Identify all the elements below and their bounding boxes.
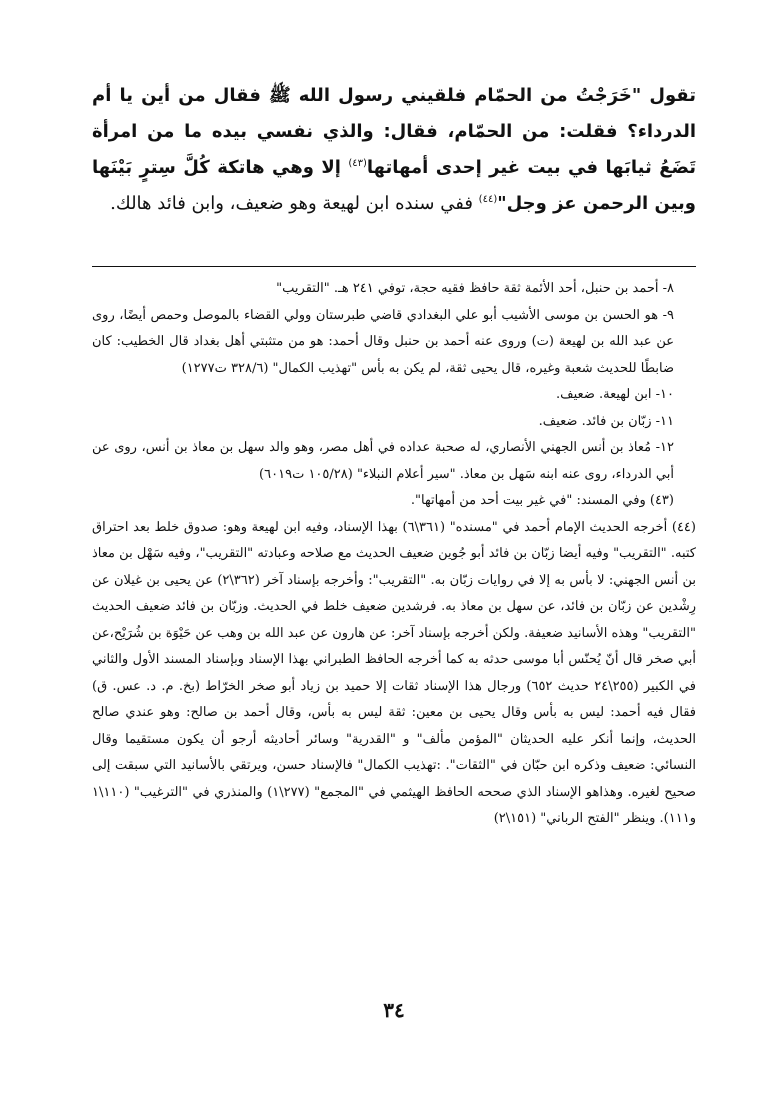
main-text-part1: تقول "خَرَجْتُ من الحمّام فلقيني رسول الله ﷺ فقال من أين يا أم الدرداء؟ فقلت: من الحمّام، فقال: والذي نفسي بيده ما من امرأة تَضَعُ ثيابَها في بيت غير إحدى أمهاتها: [92, 85, 696, 178]
footnote-ref-44: (٤٤): [478, 194, 498, 205]
main-text-part3: ففي سنده ابن لهيعة وهو ضعيف، وابن فائد هالك.: [110, 193, 479, 214]
footnote-ref-43: (٤٣): [348, 158, 367, 169]
page-number: ٣٤: [383, 998, 405, 1022]
document-page: [92, 78, 696, 1078]
footnote-44: (٤٤) أخرجه الحديث الإمام أحمد في "مسنده" (٣٦١\٦) بهذا الإسناد، وفيه ابن لهيعة وهو: صدوق خلط بعد احتراق كتبه. "التقريب" وفيه أيضا زبّان بن فائد أبو جُوين ضعيف الحديث مع صلاحه وعبادته "التقريب"، وفيه سَهْل بن معاذ بن أنس الجهني: لا بأس به إلا في روايات زبّان به. "التقريب": وأخرجه بإسناد آخر (٣٦٢\٢) عن يحيى بن غيلان عن رِشْدين عن زبّان بن فائد، عن سهل بن معاذ به. فرشدين ضعيف خلط في الحديث. وزبّان بن فائد ضعيف الحديث "التقريب" وهذه الأسانيد ضعيفة. ولكن أخرجه بإسناد آخر: عن هارون عن عبد الله بن وهب عن حَيْوَة بن شُرَيْح،عن أبي صخر قال أنّ يُحنّس أبا موسى حدثه به كما أخرجه الحافظ الطبراني بهذا الإسناد وبإسناد المسند الأول والثاني في الكبير (٢٥٥\٢٤ حديث ٦٥٢) ورجال هذا الإسناد ثقات إلا حميد بن زياد أبو صخر الخرّاط (بخ. م. د. عس. ق) فقال فيه أحمد: ليس به بأس وقال يحيى بن معين: ثقة ليس به بأس، وقال أحمد بن صالح: وهو عندي صالح الحديث، وإنما أنكر عليه الحديثان "المؤمن مألف" و "القدرية" وسائر أحاديثه أرجو أن يكون مستقيما وقال النسائي: ضعيف وذكره ابن حبّان في "الثقات". :تهذيب الكمال" فالإسناد حسن، ويرتقي بالأسانيد التي سبقت إلى صحيح لغيره. وهذاهو الإسناد الذي صححه الحافظ الهيثمي في "المجمع" (٢٧٧\١) والمنذري في "الترغيب" (١١٠\١ و١١١). وينظر "الفتح الرباني" (١٥١\٢): [92, 519, 696, 826]
footnote-43: (٤٣) وفي المسند: "في غير بيت أحد من أمهاتها".: [410, 493, 674, 508]
main-text-part2: إلا وهي هاتكة كُلَّ سِترٍ بَيْنَها وبين الرحمن عز وجل": [92, 157, 696, 214]
footnote-10: ١٠- ابن لهيعة. ضعيف.: [556, 387, 674, 402]
footnote-11: ١١- زبّان بن فائد. ضعيف.: [538, 413, 674, 429]
footnote-9: ٩- هو الحسن بن موسى الأشيب أبو علي البغدادي قاضي طبرستان وولي القضاء بالموصل وحمص أيضًا، روى عن عبد الله بن لهيعة (ت) وروى عنه أحمد بن حنبل وقال أحمد: هو من متثبتي أهل بغداد قال الخطيب: كان ضابطًا للحديث شعبة وغيره، قال يحيى ثقة، لم يكن به بأس "تهذيب الكمال" (٣٢٨/٦ ت١٢٧٧): [92, 307, 674, 376]
main-text-paragraph: [92, 78, 696, 264]
footnote-12: ١٢- مُعاذ بن أنس الجهني الأنصاري، له صحبة عداده في أهل مصر، وهو والد سهل بن معاذ بن أنس، روى عن أبي الدرداء، روى عنه ابنه سَهل بن معاذ. "سير أعلام النبلاء" (١٠٥/٢٨ ت٦٠١٩): [92, 440, 674, 482]
footnote-divider: [92, 266, 696, 267]
footnotes-section: [92, 276, 696, 996]
footnote-8: ٨- أحمد بن حنبل، أحد الأئمة ثقة حافظ فقيه حجة، توفي ٢٤١ هـ. "التقريب": [276, 281, 674, 296]
